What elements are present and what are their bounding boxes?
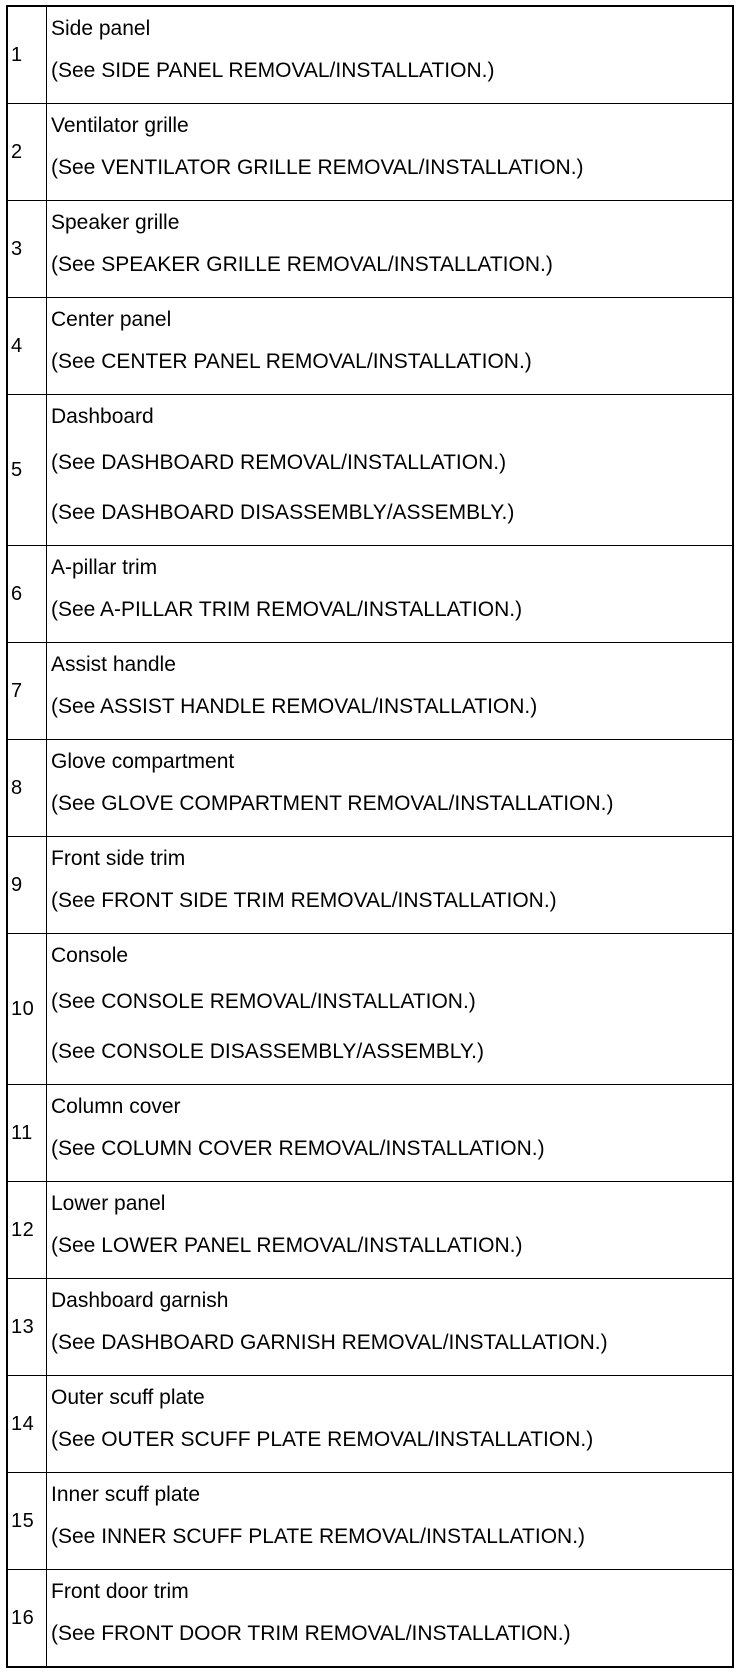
item-number: 6 xyxy=(7,546,47,643)
item-description-cell xyxy=(47,1279,734,1376)
table-row xyxy=(7,740,733,837)
item-name: Assist handle xyxy=(51,653,176,676)
item-number: 4 xyxy=(7,298,47,395)
table-row xyxy=(7,201,733,298)
procedure-reference: (See INNER SCUFF PLATE REMOVAL/INSTALLATION.) xyxy=(51,1525,586,1548)
item-name: Front door trim xyxy=(51,1580,189,1603)
item-description xyxy=(51,107,732,191)
item-name: Front side trim xyxy=(51,847,186,870)
item-description-cell xyxy=(47,1570,734,1668)
procedure-reference: (See CONSOLE REMOVAL/INSTALLATION.) xyxy=(51,990,476,1013)
item-number: 5 xyxy=(7,395,47,546)
item-description-cell xyxy=(47,1473,734,1570)
item-description xyxy=(51,646,732,730)
item-number: 3 xyxy=(7,201,47,298)
table-row xyxy=(7,1570,733,1668)
item-description-cell xyxy=(47,1085,734,1182)
procedure-reference: (See CENTER PANEL REMOVAL/INSTALLATION.) xyxy=(51,350,532,373)
table-row xyxy=(7,643,733,740)
item-description xyxy=(51,840,732,924)
item-number: 8 xyxy=(7,740,47,837)
procedure-reference: (See DASHBOARD REMOVAL/INSTALLATION.) xyxy=(51,451,507,474)
item-name: Inner scuff plate xyxy=(51,1483,201,1506)
procedure-reference: (See LOWER PANEL REMOVAL/INSTALLATION.) xyxy=(51,1234,523,1257)
item-description xyxy=(51,10,732,94)
item-number: 2 xyxy=(7,104,47,201)
item-number: 12 xyxy=(7,1182,47,1279)
item-description xyxy=(51,301,732,385)
item-description xyxy=(51,1379,732,1463)
item-description xyxy=(51,937,732,1075)
procedure-reference: (See CONSOLE DISASSEMBLY/ASSEMBLY.) xyxy=(51,1040,484,1063)
item-number: 15 xyxy=(7,1473,47,1570)
procedure-reference: (See GLOVE COMPARTMENT REMOVAL/INSTALLATION.) xyxy=(51,792,614,815)
table-row xyxy=(7,6,733,104)
table-row xyxy=(7,1085,733,1182)
item-description-cell xyxy=(47,201,734,298)
item-description-cell xyxy=(47,837,734,934)
item-description-cell xyxy=(47,740,734,837)
item-description xyxy=(51,1185,732,1269)
item-number: 9 xyxy=(7,837,47,934)
table-row xyxy=(7,104,733,201)
table-row xyxy=(7,1473,733,1570)
procedure-reference: (See DASHBOARD DISASSEMBLY/ASSEMBLY.) xyxy=(51,501,515,524)
parts-table-body xyxy=(7,6,733,1667)
item-name: Console xyxy=(51,944,129,967)
table-row xyxy=(7,837,733,934)
item-name: Lower panel xyxy=(51,1192,166,1215)
table-row xyxy=(7,1376,733,1473)
item-name: Column cover xyxy=(51,1095,181,1118)
item-number: 1 xyxy=(7,6,47,104)
procedure-reference: (See SPEAKER GRILLE REMOVAL/INSTALLATION.) xyxy=(51,253,553,276)
procedure-reference: (See A-PILLAR TRIM REMOVAL/INSTALLATION.) xyxy=(51,598,523,621)
item-name: Dashboard garnish xyxy=(51,1289,229,1312)
item-name: Outer scuff plate xyxy=(51,1386,205,1409)
procedure-reference: (See FRONT DOOR TRIM REMOVAL/INSTALLATION.) xyxy=(51,1622,571,1645)
item-description xyxy=(51,549,732,633)
item-description-cell xyxy=(47,934,734,1085)
procedure-reference: (See ASSIST HANDLE REMOVAL/INSTALLATION.) xyxy=(51,695,538,718)
item-number: 10 xyxy=(7,934,47,1085)
procedure-reference: (See COLUMN COVER REMOVAL/INSTALLATION.) xyxy=(51,1137,545,1160)
item-description-cell xyxy=(47,395,734,546)
item-description xyxy=(51,1573,732,1657)
table-row xyxy=(7,546,733,643)
item-description-cell xyxy=(47,1376,734,1473)
item-number: 16 xyxy=(7,1570,47,1668)
item-description-cell xyxy=(47,6,734,104)
item-name: Dashboard xyxy=(51,405,154,428)
item-number: 13 xyxy=(7,1279,47,1376)
item-description-cell xyxy=(47,1182,734,1279)
item-number: 11 xyxy=(7,1085,47,1182)
item-description xyxy=(51,398,732,536)
procedure-reference: (See SIDE PANEL REMOVAL/INSTALLATION.) xyxy=(51,59,495,82)
table-row xyxy=(7,298,733,395)
item-number: 14 xyxy=(7,1376,47,1473)
table-row xyxy=(7,934,733,1085)
procedure-reference: (See OUTER SCUFF PLATE REMOVAL/INSTALLATION.) xyxy=(51,1428,594,1451)
item-description xyxy=(51,743,732,827)
item-name: Ventilator grille xyxy=(51,114,189,137)
item-description-cell xyxy=(47,546,734,643)
procedure-reference: (See DASHBOARD GARNISH REMOVAL/INSTALLATION.) xyxy=(51,1331,608,1354)
procedure-reference: (See FRONT SIDE TRIM REMOVAL/INSTALLATION.) xyxy=(51,889,557,912)
item-description xyxy=(51,1282,732,1366)
table-row xyxy=(7,1182,733,1279)
item-name: A-pillar trim xyxy=(51,556,158,579)
item-name: Glove compartment xyxy=(51,750,235,773)
table-row xyxy=(7,1279,733,1376)
item-number: 7 xyxy=(7,643,47,740)
item-description-cell xyxy=(47,298,734,395)
item-description xyxy=(51,1476,732,1560)
item-description xyxy=(51,204,732,288)
item-description-cell xyxy=(47,104,734,201)
table-row xyxy=(7,395,733,546)
item-name: Center panel xyxy=(51,308,172,331)
item-name: Side panel xyxy=(51,17,151,40)
item-description-cell xyxy=(47,643,734,740)
item-description xyxy=(51,1088,732,1172)
parts-table xyxy=(6,5,734,1668)
procedure-reference: (See VENTILATOR GRILLE REMOVAL/INSTALLATION.) xyxy=(51,156,584,179)
item-name: Speaker grille xyxy=(51,211,180,234)
